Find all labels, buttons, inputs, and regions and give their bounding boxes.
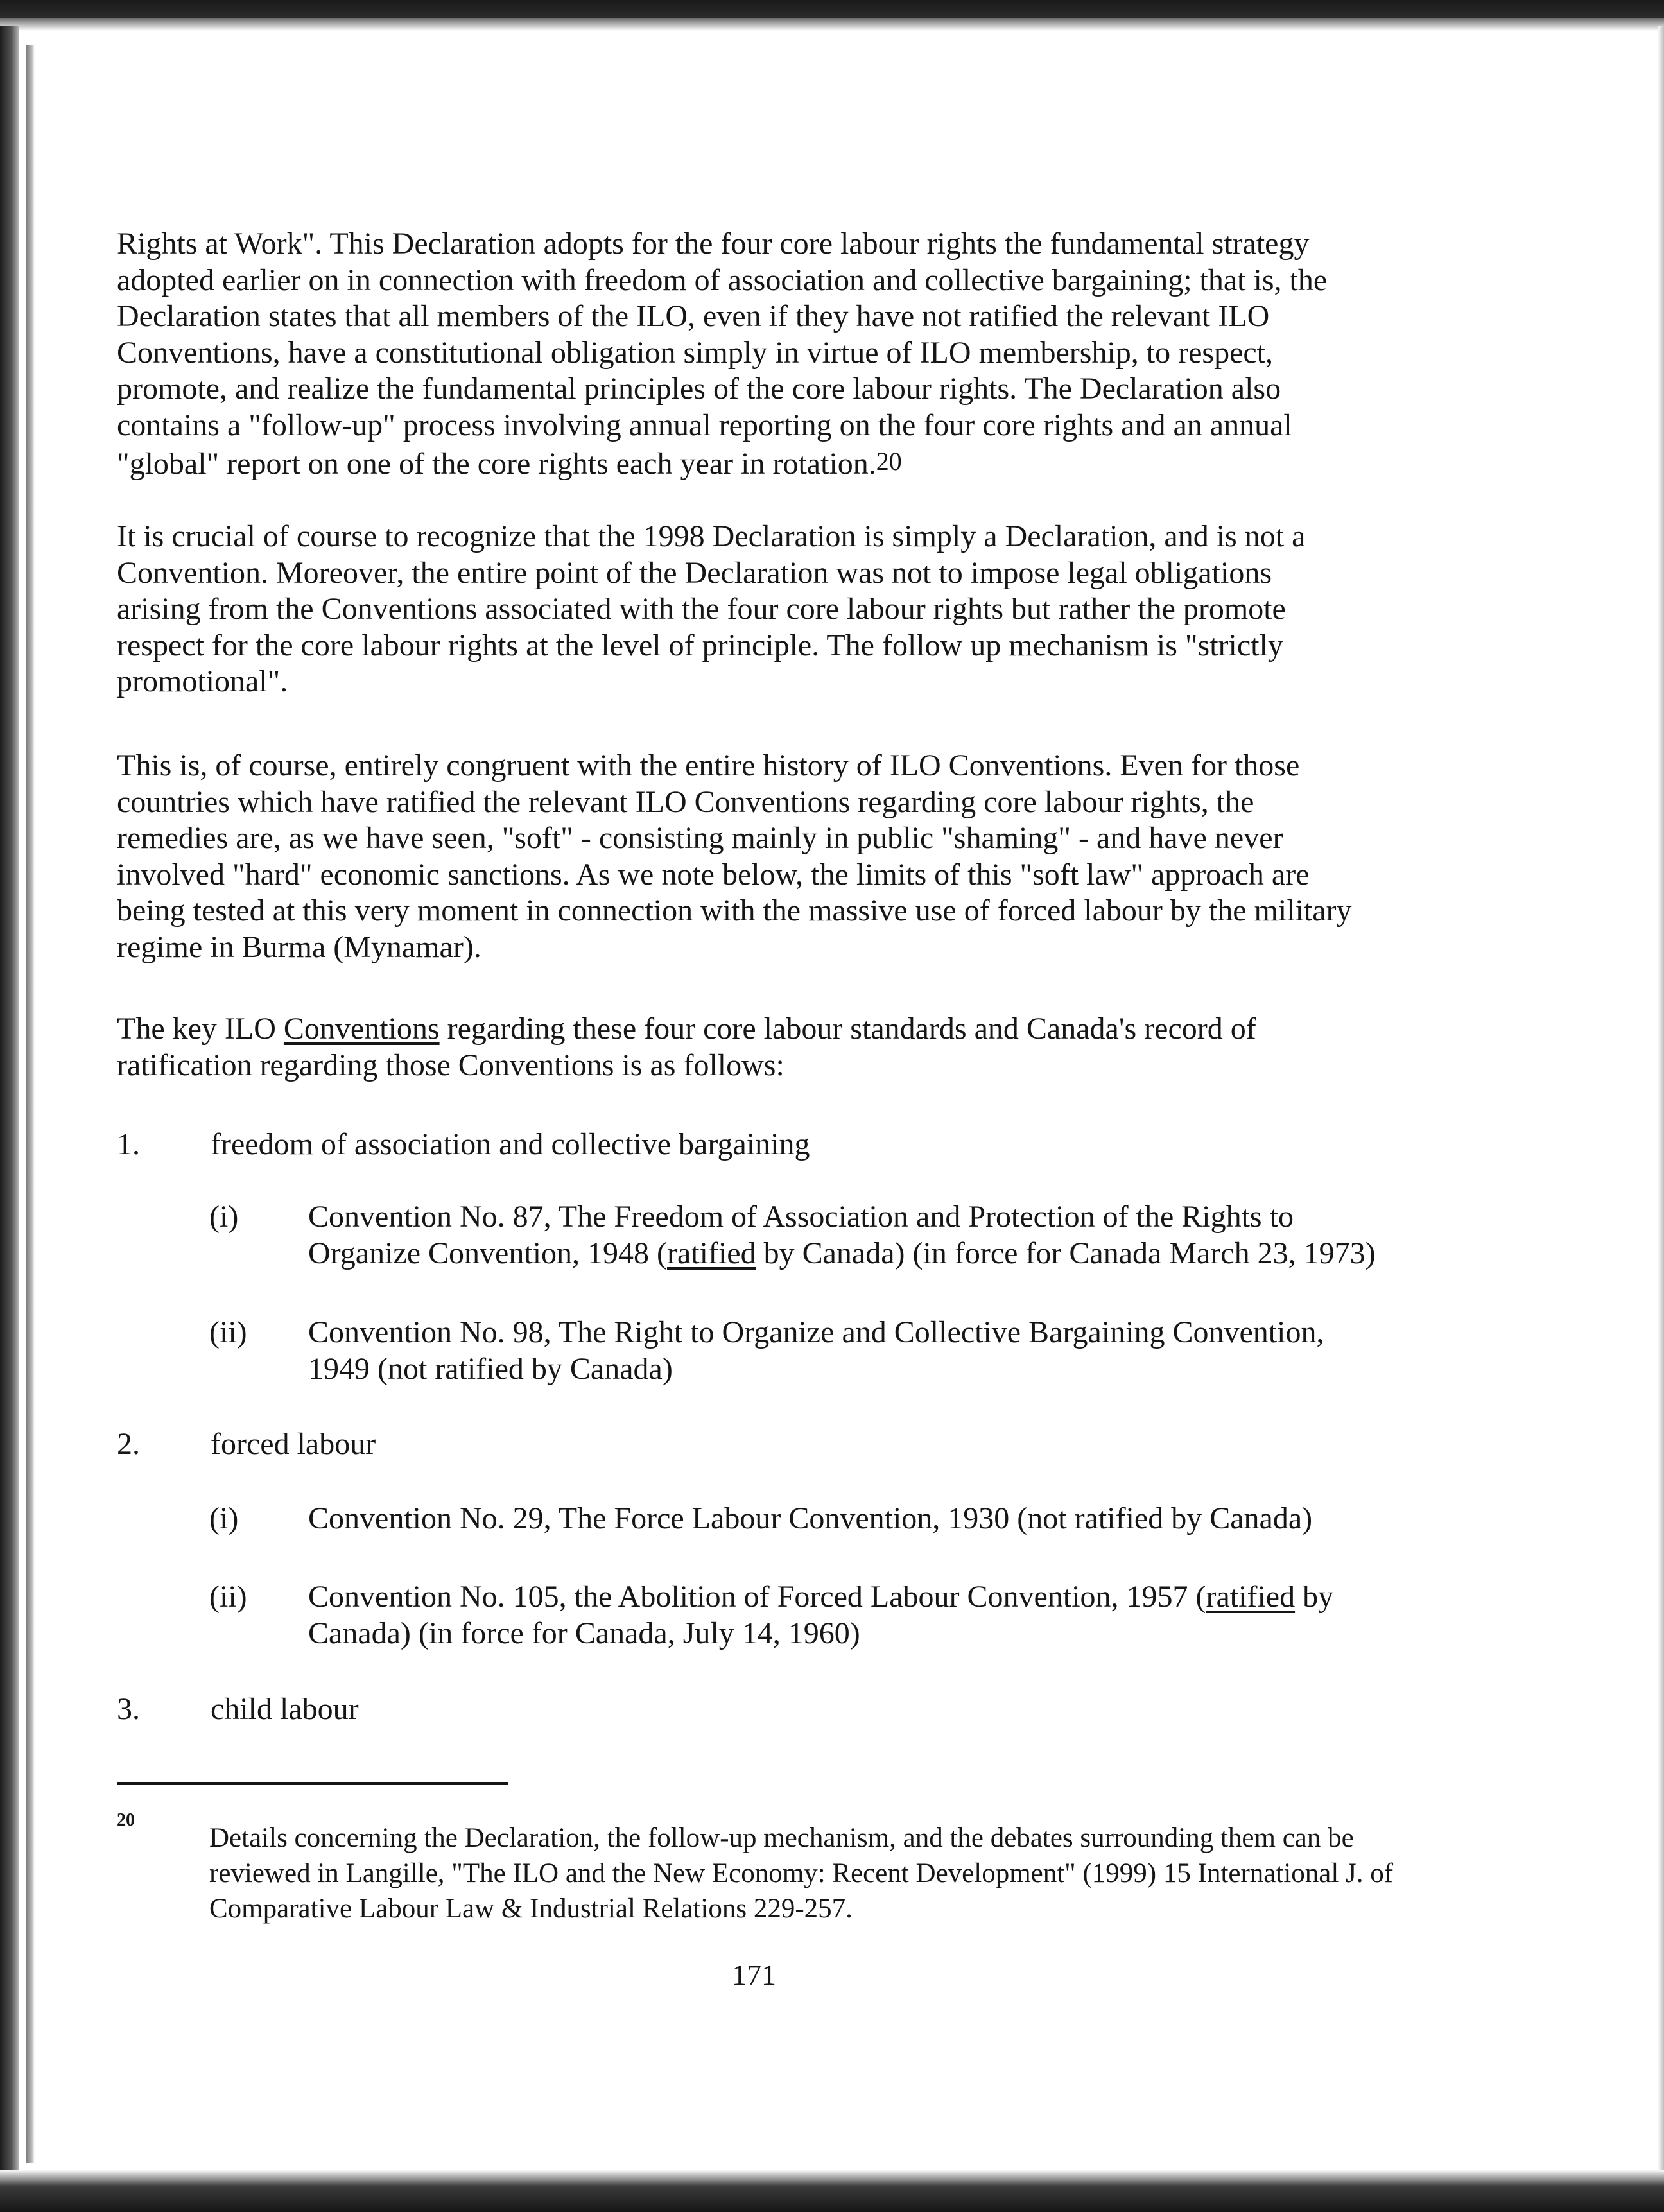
scan-border-bottom (0, 2170, 1664, 2212)
sub-item-number: (ii) (209, 1315, 247, 1349)
sub-item-text (308, 1315, 1384, 1387)
list-item-number: 2. (117, 1427, 140, 1461)
list-item-label: forced labour (211, 1427, 376, 1461)
footnote-number: 20 (117, 1810, 135, 1830)
scan-border-top (0, 0, 1664, 18)
footnote-text: Details concerning the Declaration, the follow-up mechanism, and the debates surrounding them can be reviewed in Langille, "The ILO and the New Economy: Recent Development" (1999) 15 International J. of Comparative Labour Law & Industrial Relations 229-257. (209, 1823, 1394, 1924)
sub-item-text-before: Convention No. 29, The Force Labour Convention, 1930 (not ratified by Canada) (308, 1501, 1313, 1535)
sub-item-text-before: Convention No. 87, The Freedom of Association and Protection of the Rights to Organize Convention, 1948 ( (308, 1200, 1294, 1270)
page-number: 171 (732, 1958, 776, 1991)
sub-item-text-before: Convention No. 98, The Right to Organize and Collective Bargaining Convention, 1949 (not ratified by Canada) (308, 1315, 1324, 1386)
sub-item-text-after: by Canada) (in force for Canada March 23, 1973) (756, 1236, 1376, 1270)
footnote-separator (117, 1782, 508, 1785)
paragraph-not-convention: It is crucial of course to recognize that the 1998 Declaration is simply a Declaration, and is not a Convention. Moreover, the entire point of the Declaration was not to impose legal obligations arising from the Conventions associated with the four core labour rights but rather the promote respect for the core labour rights at the level of principle. The follow up mechanism is "strictly promotional". (117, 519, 1306, 698)
sub-item-number: (ii) (209, 1580, 247, 1614)
list-item-number: 3. (117, 1692, 140, 1726)
list-item-label: freedom of association and collective bargaining (211, 1127, 810, 1161)
sub-item-text-after: by Canada) (in force for Canada, July 14, 1960) (308, 1580, 1334, 1650)
paragraph-soft-law: This is, of course, entirely congruent with the entire history of ILO Conventions. Even for those countries which have ratified the relevant ILO Conventions regarding core labour rights, the remedies are, as we have seen, "soft" - consisting mainly in public "shaming" - and have never involved "hard" economic sanctions. As we note below, the limits of this "soft law" approach are being tested at this very moment in connection with the massive use of forced labour by the military regime in Burma (Mynamar). (117, 748, 1352, 964)
scan-binding-edge (26, 45, 35, 2163)
scan-border-left (0, 26, 19, 2176)
sub-item-text-before: Convention No. 105, the Abolition of Forced Labour Convention, 1957 ( (308, 1580, 1206, 1614)
intro-text-before: The key ILO (117, 1012, 284, 1046)
sub-item-number: (i) (209, 1501, 239, 1535)
sub-item-text (308, 1501, 1384, 1537)
sub-item-text (308, 1579, 1384, 1652)
footnote-reference[interactable]: 20 (876, 447, 902, 476)
list-item-label: child labour (211, 1692, 359, 1726)
sub-item-text-underlined: ratified (667, 1236, 756, 1270)
intro-text-after: regarding these four core labour standards and Canada's record of ratification regarding those Conventions is as follows: (117, 1012, 1256, 1082)
paragraph-declaration (117, 226, 1359, 483)
intro-text-underlined: Conventions (283, 1012, 440, 1046)
sub-item-text (308, 1199, 1384, 1272)
paragraph-key-conventions-intro (117, 1011, 1359, 1084)
list-item-number: 1. (117, 1127, 140, 1161)
sub-item-number: (i) (209, 1200, 239, 1234)
paragraph-declaration-text: Rights at Work". This Declaration adopts for the four core labour rights the fundamental strategy adopted earlier on in connection with freedom of association and collective bargaining; that is, the Declaration states that all members of the ILO, even if they have not ratified the relevant ILO Conventions, have a constitutional obligation simply in virtue of ILO membership, to respect, promote, and realize the fundamental principles of the core labour rights. The Declaration also contains a "follow-up" process involving annual reporting on the four core rights and an annual "global" report on one of the core rights each year in rotation. (117, 227, 1328, 481)
sub-item-text-underlined: ratified (1206, 1580, 1296, 1614)
scan-shadow-top (0, 18, 1664, 31)
scan-border-right (1658, 26, 1664, 2208)
